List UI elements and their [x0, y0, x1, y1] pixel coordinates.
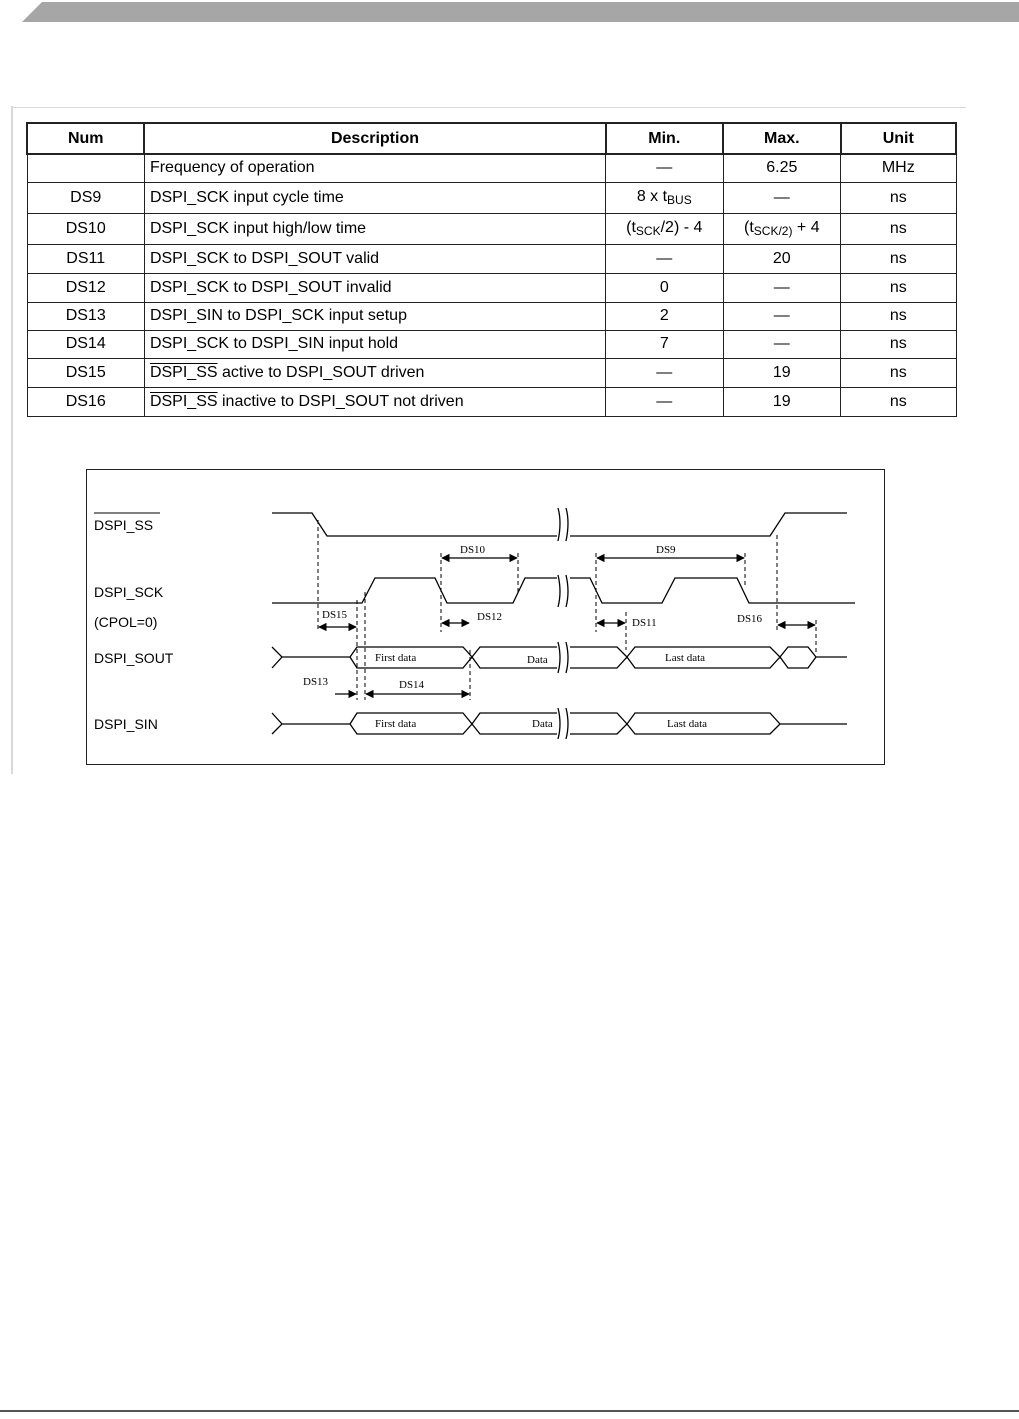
- cell-description: DSPI_SIN to DSPI_SCK input setup: [144, 302, 605, 330]
- ds9-label: DS9: [656, 544, 676, 556]
- cell-unit: ns: [841, 330, 956, 358]
- cell-unit: ns: [841, 387, 956, 416]
- cell-unit: ns: [841, 273, 956, 302]
- cell-min-subscript: SCK: [635, 224, 661, 238]
- cell-description: Frequency of operation: [144, 154, 605, 182]
- cell-min-pre: (t: [626, 219, 636, 236]
- cell-min-main: 8 x t: [636, 188, 668, 205]
- header-description: Description: [144, 123, 605, 154]
- cell-unit: ns: [841, 244, 956, 273]
- cell-max: —: [723, 182, 841, 213]
- sck-waveform-tail: [570, 578, 855, 603]
- ds12-label: DS12: [477, 611, 503, 623]
- cell-description: DSPI_SCK to DSPI_SOUT valid: [144, 244, 605, 273]
- cell-max: 19: [723, 358, 841, 387]
- sin-last-data-label: Last data: [667, 718, 708, 730]
- cell-min: —: [606, 244, 724, 273]
- cell-min: —: [606, 154, 724, 182]
- sout-data-label: Data: [527, 654, 548, 666]
- cell-num: DS12: [27, 273, 144, 302]
- signal-label-cpol: (CPOL=0): [94, 614, 158, 630]
- sout-first-data-label: First data: [375, 652, 417, 664]
- ss-break-mark: [558, 508, 568, 541]
- ss-waveform-tail: [570, 513, 847, 536]
- sout-last-data-label: Last data: [665, 652, 706, 664]
- signal-overbar-text: DSPI_SS: [149, 363, 218, 381]
- signal-label-sck: DSPI_SCK: [94, 584, 164, 600]
- ss-waveform: [272, 513, 557, 536]
- cell-max: —: [723, 330, 841, 358]
- sck-break-mark: [558, 575, 568, 607]
- signal-label-sin: DSPI_SIN: [94, 716, 158, 732]
- cell-min: 2: [606, 302, 724, 330]
- cell-min-post: /2) - 4: [660, 219, 703, 236]
- cell-description: DSPI_SCK input cycle time: [144, 182, 605, 213]
- cell-min-subscript: BUS: [667, 193, 692, 207]
- signal-label-ss: DSPI_SS: [94, 517, 154, 533]
- cell-max: 20: [723, 244, 841, 273]
- cell-num: DS14: [27, 330, 144, 358]
- ds14-label: DS14: [399, 679, 425, 691]
- cell-max: —: [723, 302, 841, 330]
- cell-min: —: [606, 387, 724, 416]
- cell-num: DS13: [27, 302, 144, 330]
- cell-description: DSPI_SCK to DSPI_SIN input hold: [144, 330, 605, 358]
- sout-break-mark: [558, 642, 568, 673]
- cell-num: DS15: [27, 358, 144, 387]
- signal-label-sout: DSPI_SOUT: [94, 650, 174, 666]
- cell-min: —: [606, 358, 724, 387]
- cell-max: 6.25: [723, 154, 841, 182]
- description-rest: active to DSPI_SOUT driven: [217, 363, 425, 381]
- header-unit: Unit: [841, 123, 956, 154]
- header-num: Num: [27, 123, 144, 154]
- cell-description: DSPI_SCK to DSPI_SOUT invalid: [144, 273, 605, 302]
- cell-num: DS10: [27, 213, 144, 244]
- cell-max: 19: [723, 387, 841, 416]
- cell-num: DS11: [27, 244, 144, 273]
- cell-min: 7: [606, 330, 724, 358]
- cell-unit: MHz: [841, 154, 956, 182]
- cell-max: —: [723, 273, 841, 302]
- ds13-label: DS13: [303, 676, 329, 688]
- footer-rule: [0, 1410, 1019, 1412]
- cell-num: DS9: [27, 182, 144, 213]
- cell-unit: ns: [841, 182, 956, 213]
- header-min: Min.: [606, 123, 724, 154]
- description-rest: inactive to DSPI_SOUT not driven: [217, 392, 464, 410]
- cell-description: DSPI_SCK input high/low time: [144, 213, 605, 244]
- cell-max-subscript: SCK/2): [753, 224, 793, 238]
- cell-max-post: + 4: [792, 219, 820, 236]
- reference-lines: [318, 520, 816, 700]
- cell-max-pre: (t: [744, 219, 754, 236]
- signal-overbar-text: DSPI_SS: [149, 392, 218, 410]
- cell-unit: ns: [841, 213, 956, 244]
- cell-num: DS16: [27, 387, 144, 416]
- cell-unit: ns: [841, 358, 956, 387]
- sin-data-label: Data: [532, 718, 553, 730]
- cell-min: 0: [606, 273, 724, 302]
- sin-break-mark: [558, 708, 568, 739]
- sck-waveform: [272, 578, 557, 603]
- ds16-label: DS16: [737, 613, 763, 625]
- ds10-label: DS10: [460, 544, 486, 556]
- sin-first-data-label: First data: [375, 718, 417, 730]
- header-max: Max.: [723, 123, 841, 154]
- cell-unit: ns: [841, 302, 956, 330]
- ds11-label: DS11: [632, 617, 657, 629]
- ds15-label: DS15: [322, 609, 348, 621]
